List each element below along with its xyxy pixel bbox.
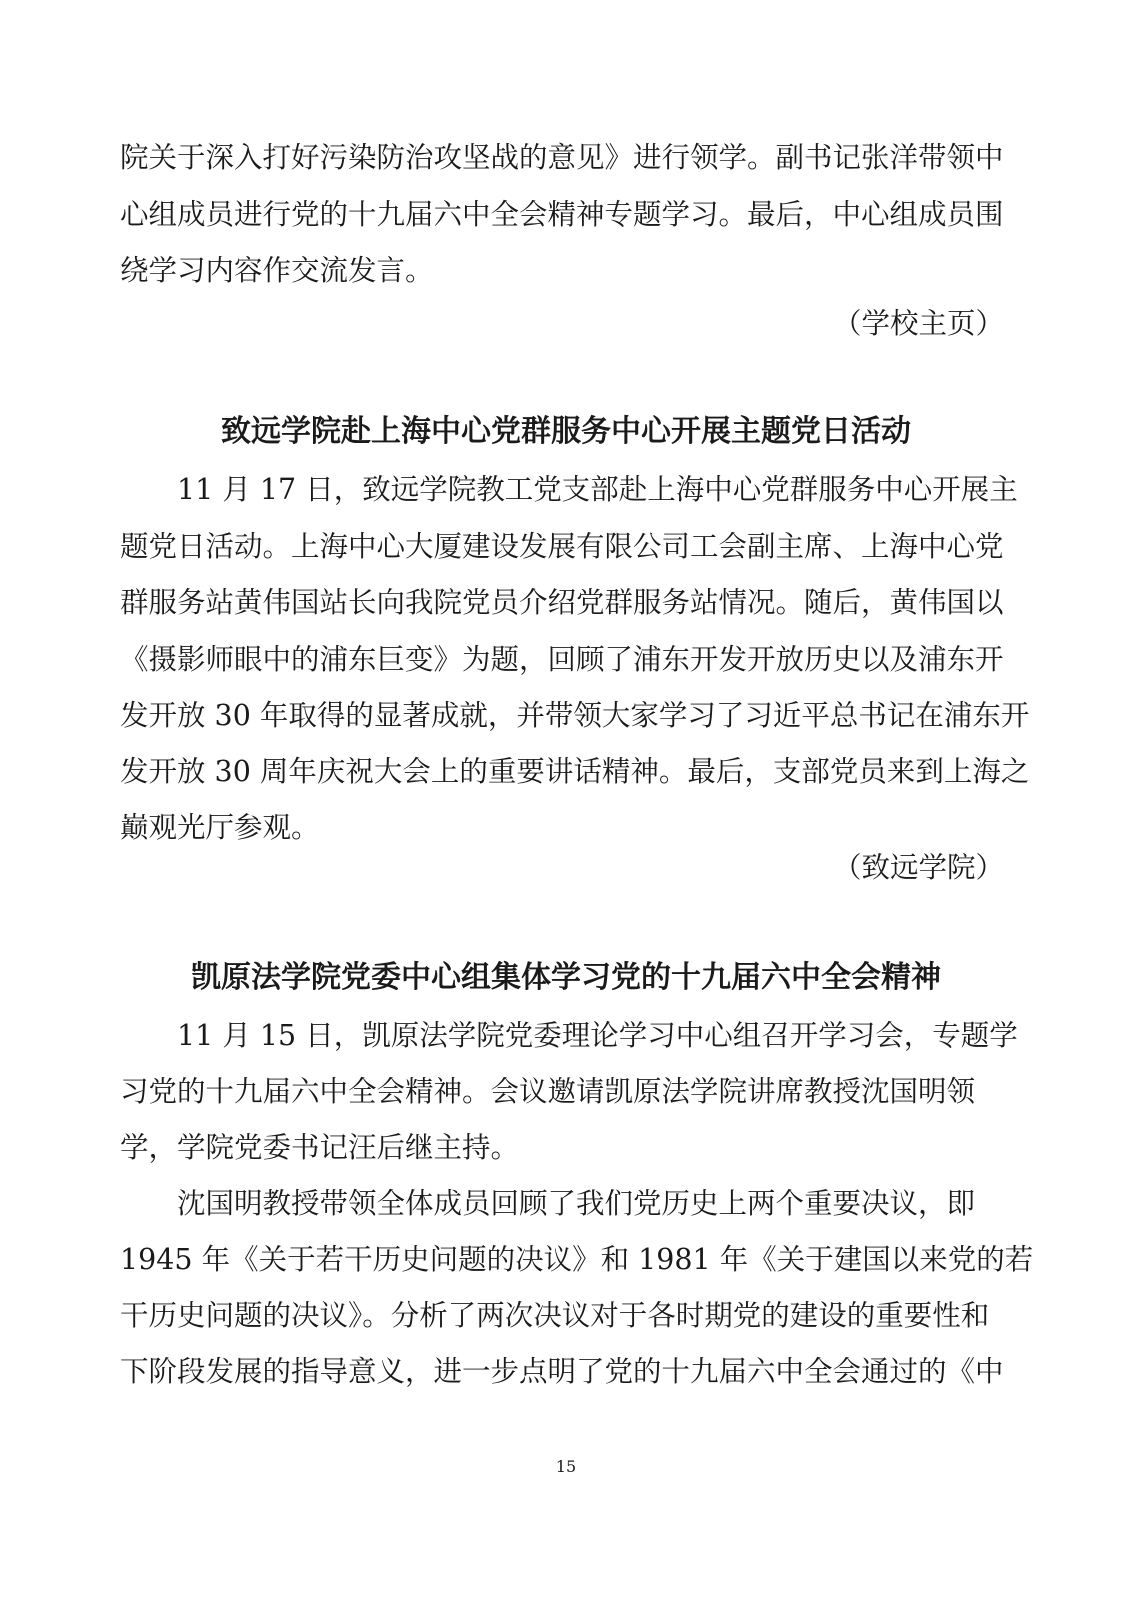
article-title: 凯原法学院党委中心组集体学习党的十九届六中全会精神: [191, 960, 941, 995]
article-title: 致远学院赴上海中心党群服务中心开展主题党日活动: [221, 414, 911, 449]
article-source: （致远学院）: [832, 851, 1004, 884]
article-source: （学校主页）: [832, 307, 1004, 340]
page-number: 15: [555, 1457, 577, 1476]
